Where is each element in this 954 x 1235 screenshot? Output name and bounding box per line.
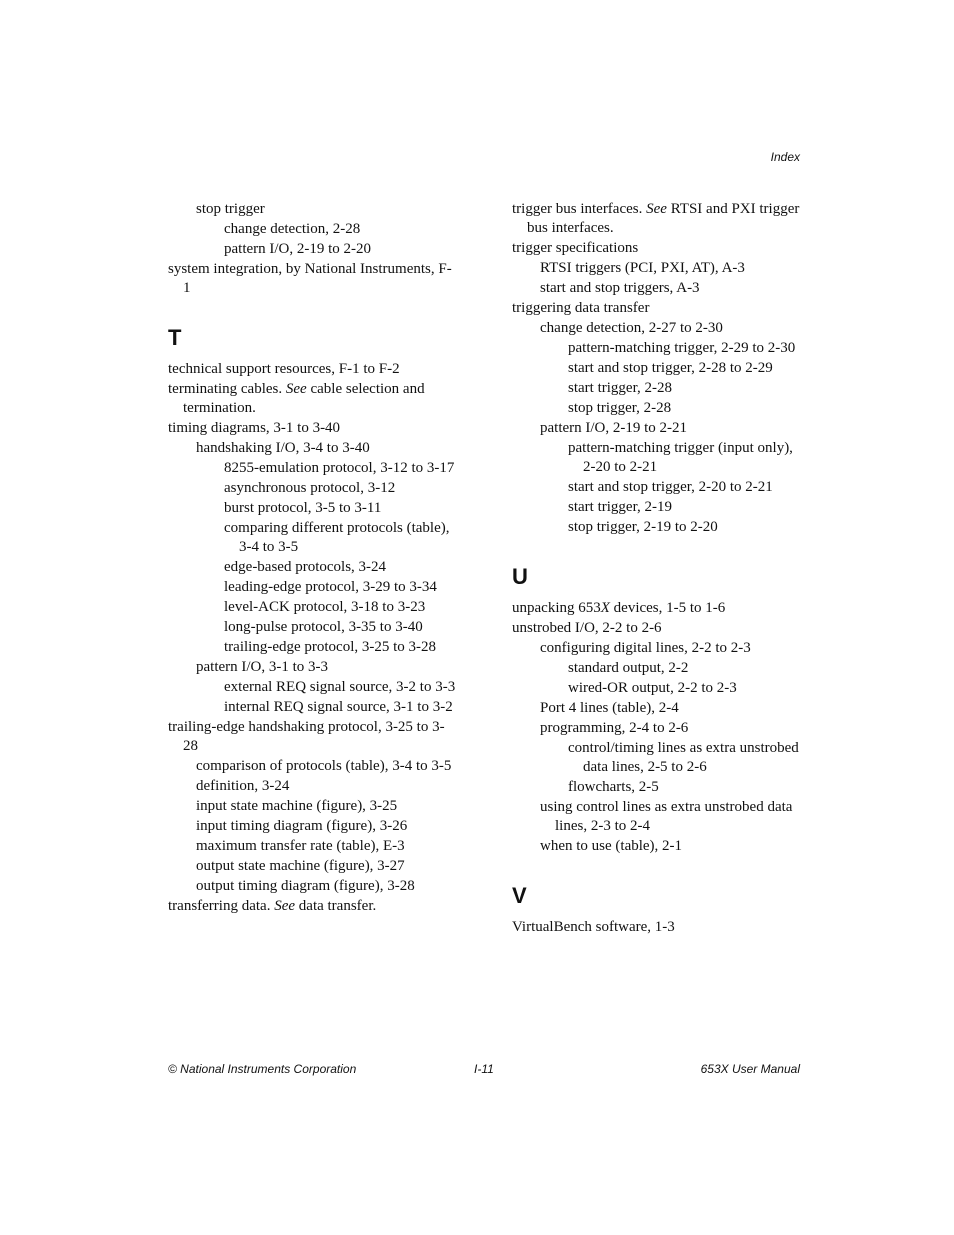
index-entry-text: wired-OR output, 2-2 to 2-3 bbox=[568, 680, 737, 696]
index-entry bbox=[512, 639, 804, 658]
index-entry-text: start and stop triggers, A-3 bbox=[540, 280, 700, 296]
index-entry bbox=[512, 239, 804, 258]
index-entry bbox=[512, 259, 804, 278]
index-entry bbox=[512, 478, 804, 497]
index-entry bbox=[512, 419, 804, 438]
index-entry bbox=[512, 778, 804, 797]
index-column-right bbox=[512, 200, 804, 938]
index-entry-text: control/timing lines as extra unstrobed data lines, 2-5 to 2-6 bbox=[568, 740, 799, 775]
index-entry bbox=[168, 499, 458, 518]
index-entry-text: change detection, 2-28 bbox=[224, 221, 361, 237]
index-entry-text: start trigger, 2-28 bbox=[568, 380, 672, 396]
index-entry bbox=[512, 659, 804, 678]
index-entry bbox=[168, 360, 458, 379]
index-see-reference: X bbox=[600, 600, 610, 616]
index-entry-text: configuring digital lines, 2-2 to 2-3 bbox=[540, 640, 751, 656]
index-entry-text: start and stop trigger, 2-20 to 2-21 bbox=[568, 479, 773, 495]
index-entry-text: pattern I/O, 3-1 to 3-3 bbox=[196, 659, 329, 675]
index-entry bbox=[512, 379, 804, 398]
index-entry-text: transferring data. bbox=[168, 898, 275, 914]
index-entry bbox=[512, 200, 804, 238]
index-entry bbox=[168, 240, 458, 259]
index-entry-text: stop trigger, 2-19 to 2-20 bbox=[568, 519, 718, 535]
index-section-letter: U bbox=[512, 564, 528, 589]
index-entry bbox=[512, 679, 804, 698]
index-entry-text: timing diagrams, 3-1 to 3-40 bbox=[168, 420, 341, 436]
index-entry-text: level-ACK protocol, 3-18 to 3-23 bbox=[224, 599, 426, 615]
index-entry-text: input state machine (figure), 3-25 bbox=[196, 798, 398, 814]
index-entry bbox=[512, 359, 804, 378]
index-entry-text: trigger specifications bbox=[512, 240, 639, 256]
index-entry-target: data transfer. bbox=[295, 898, 377, 914]
index-entry bbox=[168, 558, 458, 577]
index-entry-text: change detection, 2-27 to 2-30 bbox=[540, 320, 723, 336]
index-entry-text: technical support resources, F-1 to F-2 bbox=[168, 361, 400, 377]
index-entry bbox=[512, 319, 804, 338]
index-see-reference: See bbox=[646, 201, 667, 217]
index-entry bbox=[168, 220, 458, 239]
index-entry-text: output timing diagram (figure), 3-28 bbox=[196, 878, 415, 894]
index-entry-text: start trigger, 2-19 bbox=[568, 499, 672, 515]
index-entry-text: stop trigger bbox=[196, 201, 265, 217]
index-entry bbox=[168, 618, 458, 637]
index-entry-text: output state machine (figure), 3-27 bbox=[196, 858, 405, 874]
index-entry-text: handshaking I/O, 3-4 to 3-40 bbox=[196, 440, 370, 456]
index-entry bbox=[168, 817, 458, 836]
index-entry bbox=[168, 658, 458, 677]
index-entry bbox=[512, 719, 804, 738]
index-entry bbox=[512, 518, 804, 537]
index-entry bbox=[512, 699, 804, 718]
index-entry-text: pattern-matching trigger, 2-29 to 2-30 bbox=[568, 340, 796, 356]
index-entry-text: stop trigger, 2-28 bbox=[568, 400, 672, 416]
index-entry-text: comparing different protocols (table), 3-4 to 3-5 bbox=[224, 520, 450, 555]
index-entry bbox=[168, 797, 458, 816]
index-entry bbox=[168, 519, 458, 557]
footer-copyright: © National Instruments Corporation bbox=[168, 1062, 357, 1076]
index-entry bbox=[168, 260, 458, 298]
index-entry bbox=[512, 279, 804, 298]
index-entry-text: standard output, 2-2 bbox=[568, 660, 689, 676]
index-entry bbox=[168, 698, 458, 717]
index-entry bbox=[168, 718, 458, 756]
index-entry-text: leading-edge protocol, 3-29 to 3-34 bbox=[224, 579, 437, 595]
index-entry-text: flowcharts, 2-5 bbox=[568, 779, 659, 795]
index-entry-text: trigger bus interfaces. bbox=[512, 201, 647, 217]
index-entry-text: system integration, by National Instruments, F-1 bbox=[168, 261, 452, 296]
index-entry-text: burst protocol, 3-5 to 3-11 bbox=[224, 500, 382, 516]
index-entry bbox=[168, 439, 458, 458]
index-entry-target: devices, 1-5 to 1-6 bbox=[609, 600, 726, 616]
index-entry bbox=[512, 599, 804, 618]
index-entry bbox=[168, 678, 458, 697]
index-entry-text: Port 4 lines (table), 2-4 bbox=[540, 700, 679, 716]
index-entry bbox=[512, 439, 804, 477]
index-entry bbox=[512, 918, 804, 937]
index-see-reference: See bbox=[285, 381, 307, 397]
index-column-left bbox=[168, 200, 458, 917]
index-entry-text: definition, 3-24 bbox=[196, 778, 290, 794]
index-entry-text: unpacking 653 bbox=[512, 600, 601, 616]
index-entry bbox=[168, 638, 458, 657]
index-entry bbox=[512, 739, 804, 777]
index-entry-text: edge-based protocols, 3-24 bbox=[224, 559, 387, 575]
index-entry bbox=[168, 837, 458, 856]
index-entry bbox=[168, 897, 458, 916]
index-entry-text: when to use (table), 2-1 bbox=[540, 838, 683, 854]
index-entry-text: RTSI triggers (PCI, PXI, AT), A-3 bbox=[540, 260, 745, 276]
index-entry-text: pattern I/O, 2-19 to 2-20 bbox=[224, 241, 372, 257]
index-entry-text: pattern-matching trigger (input only), 2-20 to 2-21 bbox=[568, 440, 793, 475]
index-entry bbox=[512, 498, 804, 517]
index-entry-text: trailing-edge handshaking protocol, 3-25 to 3-28 bbox=[168, 719, 445, 754]
index-entry-text: comparison of protocols (table), 3-4 to 3-5 bbox=[196, 758, 452, 774]
index-section-letter: T bbox=[168, 325, 182, 350]
index-entry-text: maximum transfer rate (table), E-3 bbox=[196, 838, 405, 854]
index-entry-text: external REQ signal source, 3-2 to 3-3 bbox=[224, 679, 456, 695]
index-entry-text: start and stop trigger, 2-28 to 2-29 bbox=[568, 360, 773, 376]
index-entry bbox=[512, 299, 804, 318]
index-entry bbox=[168, 857, 458, 876]
index-entry-text: asynchronous protocol, 3-12 bbox=[224, 480, 396, 496]
index-entry bbox=[168, 459, 458, 478]
index-entry-text: long-pulse protocol, 3-35 to 3-40 bbox=[224, 619, 423, 635]
index-entry bbox=[168, 598, 458, 617]
index-section-letter: V bbox=[512, 883, 527, 908]
index-entry bbox=[168, 200, 458, 219]
index-entry-text: internal REQ signal source, 3-1 to 3-2 bbox=[224, 699, 453, 715]
index-entry-text: 8255-emulation protocol, 3-12 to 3-17 bbox=[224, 460, 455, 476]
index-entry-target: RTSI and PXI trigger bus interfaces. bbox=[527, 201, 800, 236]
index-entry bbox=[512, 798, 804, 836]
footer-manual-title: 653X User Manual bbox=[700, 1062, 800, 1076]
index-entry bbox=[168, 757, 458, 776]
index-entry bbox=[512, 399, 804, 418]
index-entry-text: input timing diagram (figure), 3-26 bbox=[196, 818, 408, 834]
index-entry-text: unstrobed I/O, 2-2 to 2-6 bbox=[512, 620, 662, 636]
index-entry-text: VirtualBench software, 1-3 bbox=[512, 919, 675, 935]
index-entry bbox=[168, 877, 458, 896]
footer-page-number: I-11 bbox=[474, 1062, 494, 1076]
index-entry-text: triggering data transfer bbox=[512, 300, 650, 316]
index-entry bbox=[512, 339, 804, 358]
index-entry bbox=[168, 479, 458, 498]
index-entry-target: cable selection and termination. bbox=[183, 381, 425, 416]
index-entry bbox=[512, 619, 804, 638]
index-entry bbox=[168, 380, 458, 418]
index-see-reference: See bbox=[274, 898, 296, 914]
index-entry-text: programming, 2-4 to 2-6 bbox=[540, 720, 689, 736]
index-entry bbox=[168, 419, 458, 438]
index-entry-text: pattern I/O, 2-19 to 2-21 bbox=[540, 420, 688, 436]
index-entry-text: terminating cables. bbox=[168, 381, 286, 397]
index-entry bbox=[512, 837, 804, 856]
index-entry-text: using control lines as extra unstrobed data lines, 2-3 to 2-4 bbox=[540, 799, 793, 834]
index-entry bbox=[168, 777, 458, 796]
running-header: Index bbox=[770, 150, 800, 164]
index-entry bbox=[168, 578, 458, 597]
index-entry-text: trailing-edge protocol, 3-25 to 3-28 bbox=[224, 639, 437, 655]
